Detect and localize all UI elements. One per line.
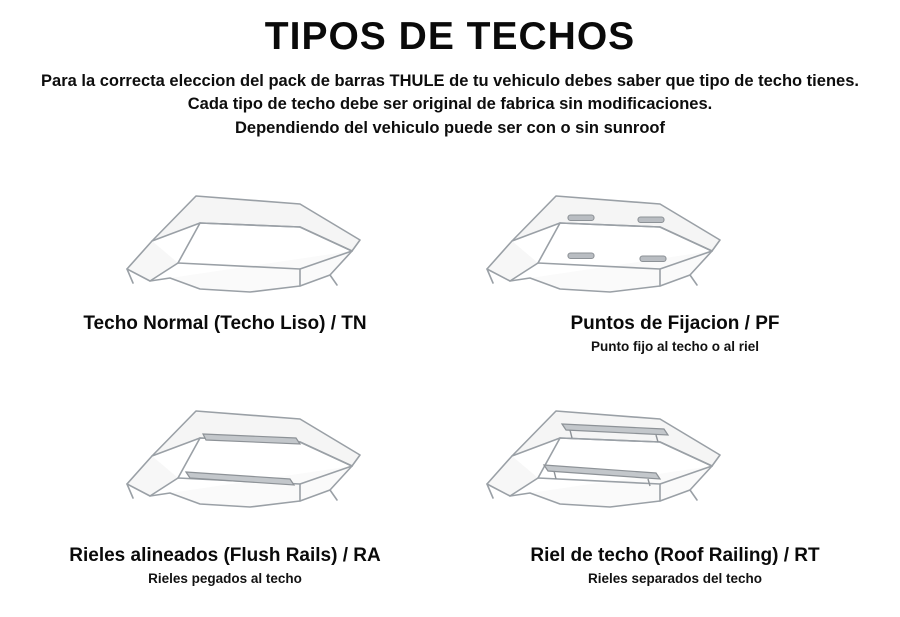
intro-line-3: Dependiendo del vehiculo puede ser con o sin sunroof: [235, 118, 665, 137]
intro-text: [0, 70, 900, 140]
roof-type-label-tn: Techo Normal (Techo Liso) / TN: [83, 313, 367, 334]
caption-ra: [0, 545, 450, 587]
roof-type-card-ra: [0, 380, 450, 605]
roof-type-card-rt: [450, 380, 900, 605]
car-roof-raised-railing-icon: [450, 380, 900, 530]
roof-type-label-rt: Riel de techo (Roof Railing) / RT: [530, 545, 820, 566]
caption-tn: [0, 313, 450, 336]
caption-rt: [450, 545, 900, 587]
roof-type-note-rt: Rieles separados del techo: [587, 570, 763, 586]
car-roof-flush-rails-icon: [0, 380, 450, 530]
page-title: TIPOS DE TECHOS: [264, 15, 636, 58]
roof-type-label-ra: Rieles alineados (Flush Rails) / RA: [69, 545, 381, 566]
intro-line-1: Para la correcta eleccion del pack de barras THULE de tu vehiculo debes saber que tipo de techo tienes.: [41, 71, 859, 90]
roof-type-label-pf: Puntos de Fijacion / PF: [570, 313, 780, 334]
poster-root: [0, 17, 900, 617]
roof-type-note-pf: Punto fijo al techo o al riel: [590, 338, 760, 354]
intro-line-2: Cada tipo de techo debe ser original de fabrica sin modificaciones.: [187, 95, 713, 114]
roof-type-card-pf: [450, 165, 900, 390]
car-roof-fixpoints-icon: [450, 165, 900, 315]
roof-type-card-tn: [0, 165, 450, 390]
roof-types-grid: [0, 165, 900, 615]
car-roof-plain-icon: [0, 165, 450, 315]
roof-type-note-ra: Rieles pegados al techo: [148, 570, 302, 586]
caption-pf: [450, 313, 900, 355]
